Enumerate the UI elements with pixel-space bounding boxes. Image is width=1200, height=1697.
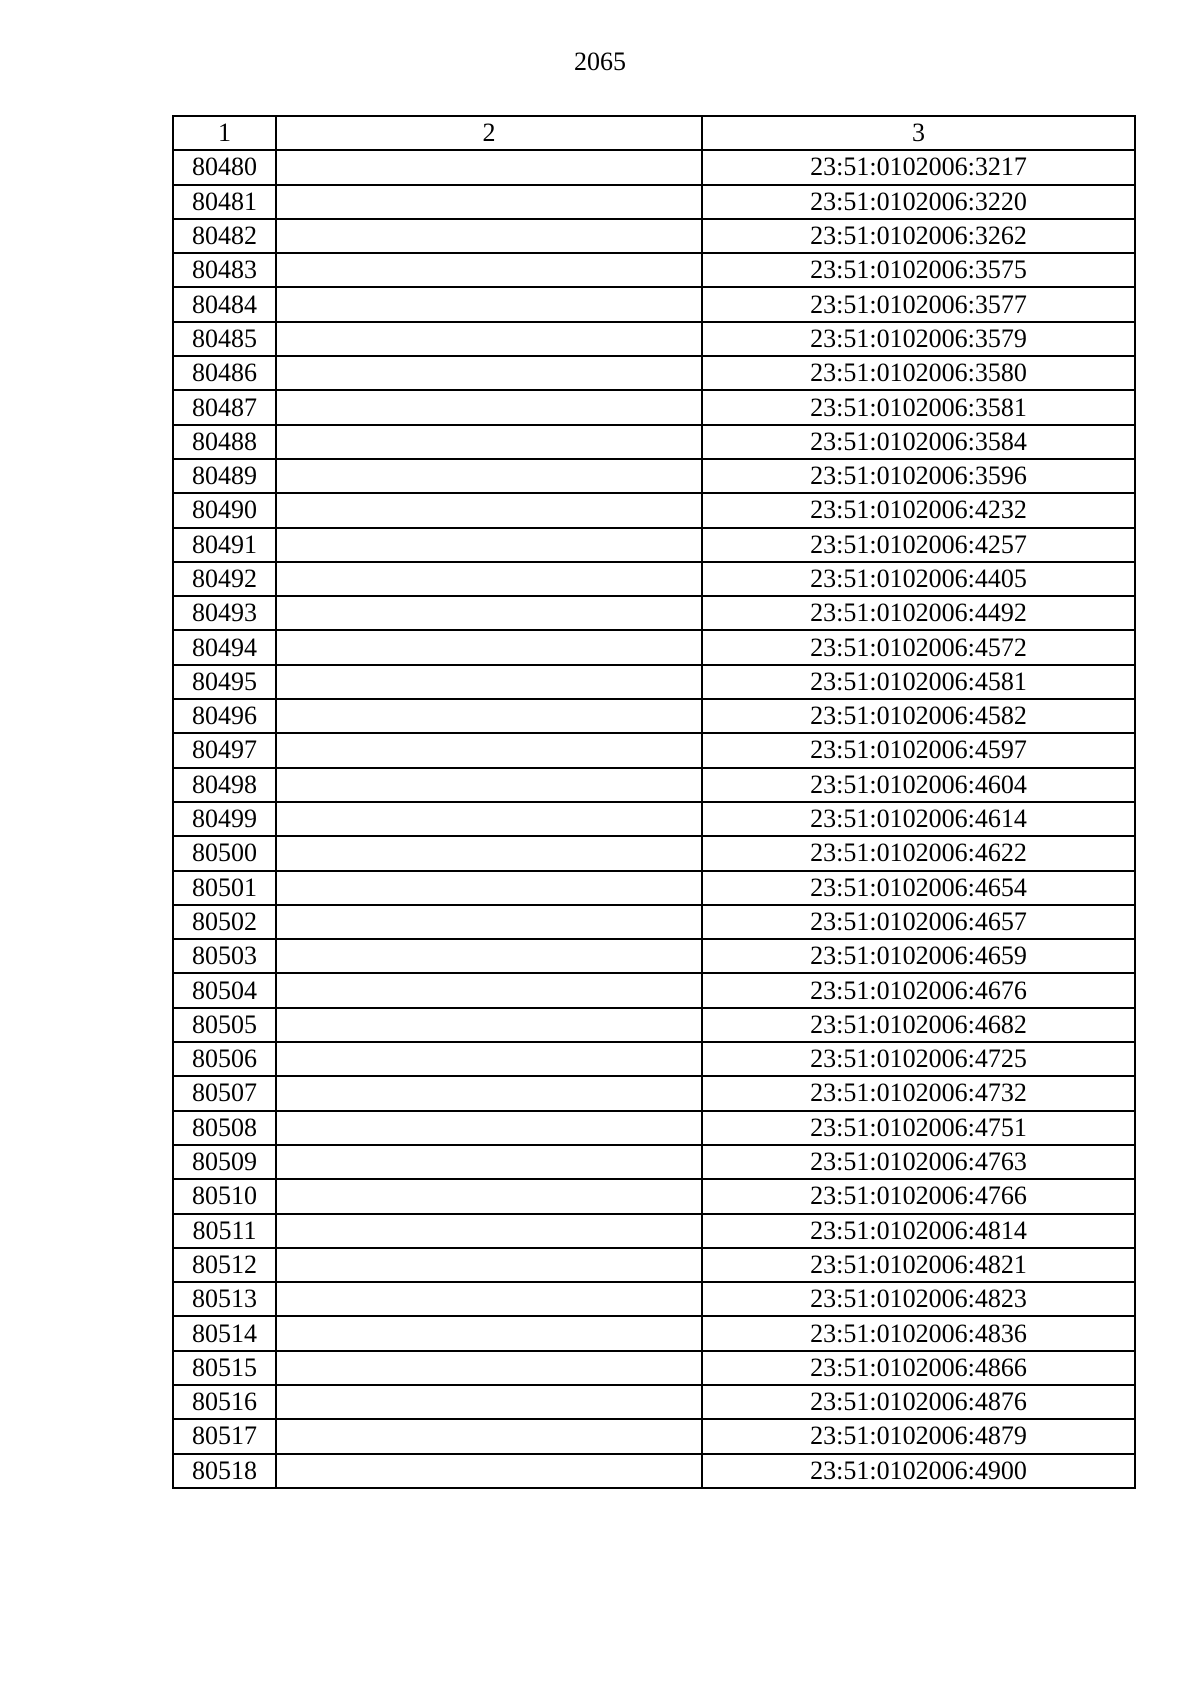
row-number-cell: 80482 <box>173 219 276 253</box>
description-cell <box>276 459 702 493</box>
cadastral-number-cell: 23:51:0102006:4582 <box>702 699 1135 733</box>
table-row <box>173 459 1135 493</box>
cadastral-number-cell: 23:51:0102006:4879 <box>702 1419 1135 1453</box>
cadastral-number-cell: 23:51:0102006:4814 <box>702 1214 1135 1248</box>
row-number-cell: 80485 <box>173 322 276 356</box>
cadastral-number-cell: 23:51:0102006:4766 <box>702 1179 1135 1213</box>
description-cell <box>276 185 702 219</box>
cadastral-number-cell: 23:51:0102006:4604 <box>702 768 1135 802</box>
row-number-cell: 80501 <box>173 871 276 905</box>
description-cell <box>276 1316 702 1350</box>
table-row <box>173 425 1135 459</box>
row-number-cell: 80491 <box>173 528 276 562</box>
table-row <box>173 1385 1135 1419</box>
row-number-cell: 80503 <box>173 939 276 973</box>
table-row <box>173 1248 1135 1282</box>
cadastral-number-cell: 23:51:0102006:3596 <box>702 459 1135 493</box>
description-cell <box>276 665 702 699</box>
table-row <box>173 528 1135 562</box>
cadastral-number-cell: 23:51:0102006:4654 <box>702 871 1135 905</box>
table-row <box>173 1282 1135 1316</box>
header-cell-col-3: 3 <box>702 116 1135 150</box>
row-number-cell: 80516 <box>173 1385 276 1419</box>
table-row <box>173 322 1135 356</box>
description-cell <box>276 871 702 905</box>
description-cell <box>276 1454 702 1488</box>
table-row <box>173 665 1135 699</box>
table-row <box>173 596 1135 630</box>
description-cell <box>276 1179 702 1213</box>
description-cell <box>276 630 702 664</box>
row-number-cell: 80499 <box>173 802 276 836</box>
cadastral-number-cell: 23:51:0102006:4866 <box>702 1351 1135 1385</box>
description-cell <box>276 1076 702 1110</box>
row-number-cell: 80483 <box>173 253 276 287</box>
cadastral-number-cell: 23:51:0102006:3579 <box>702 322 1135 356</box>
description-cell <box>276 219 702 253</box>
description-cell <box>276 1351 702 1385</box>
row-number-cell: 80493 <box>173 596 276 630</box>
description-cell <box>276 905 702 939</box>
table-header-row <box>173 116 1135 150</box>
table-body <box>173 116 1135 1488</box>
table-row <box>173 768 1135 802</box>
table-row <box>173 1179 1135 1213</box>
table-row <box>173 1145 1135 1179</box>
cadastral-number-cell: 23:51:0102006:4823 <box>702 1282 1135 1316</box>
table-row <box>173 287 1135 321</box>
row-number-cell: 80497 <box>173 733 276 767</box>
cadastral-number-cell: 23:51:0102006:4725 <box>702 1042 1135 1076</box>
description-cell <box>276 836 702 870</box>
cadastral-number-cell: 23:51:0102006:3220 <box>702 185 1135 219</box>
table-row <box>173 1454 1135 1488</box>
cadastral-number-cell: 23:51:0102006:3262 <box>702 219 1135 253</box>
row-number-cell: 80508 <box>173 1111 276 1145</box>
description-cell <box>276 1214 702 1248</box>
description-cell <box>276 528 702 562</box>
table-row <box>173 253 1135 287</box>
cadastral-number-cell: 23:51:0102006:3575 <box>702 253 1135 287</box>
row-number-cell: 80517 <box>173 1419 276 1453</box>
table-row <box>173 185 1135 219</box>
row-number-cell: 80494 <box>173 630 276 664</box>
table-row <box>173 1351 1135 1385</box>
description-cell <box>276 150 702 184</box>
row-number-cell: 80502 <box>173 905 276 939</box>
description-cell <box>276 768 702 802</box>
row-number-cell: 80487 <box>173 390 276 424</box>
cadastral-number-cell: 23:51:0102006:3580 <box>702 356 1135 390</box>
description-cell <box>276 356 702 390</box>
cadastral-number-cell: 23:51:0102006:4900 <box>702 1454 1135 1488</box>
cadastral-number-cell: 23:51:0102006:4572 <box>702 630 1135 664</box>
cadastral-number-cell: 23:51:0102006:4751 <box>702 1111 1135 1145</box>
page-number: 2065 <box>574 47 626 76</box>
row-number-cell: 80492 <box>173 562 276 596</box>
table-row <box>173 836 1135 870</box>
row-number-cell: 80514 <box>173 1316 276 1350</box>
row-number-cell: 80513 <box>173 1282 276 1316</box>
cadastral-number-cell: 23:51:0102006:3217 <box>702 150 1135 184</box>
description-cell <box>276 562 702 596</box>
row-number-cell: 80506 <box>173 1042 276 1076</box>
description-cell <box>276 1008 702 1042</box>
row-number-cell: 80488 <box>173 425 276 459</box>
cadastral-number-cell: 23:51:0102006:4659 <box>702 939 1135 973</box>
cadastral-number-cell: 23:51:0102006:4676 <box>702 973 1135 1007</box>
description-cell <box>276 596 702 630</box>
description-cell <box>276 1145 702 1179</box>
cadastral-number-cell: 23:51:0102006:3581 <box>702 390 1135 424</box>
description-cell <box>276 390 702 424</box>
table-row <box>173 356 1135 390</box>
table-row <box>173 973 1135 1007</box>
table-row <box>173 1111 1135 1145</box>
cadastral-number-cell: 23:51:0102006:4876 <box>702 1385 1135 1419</box>
description-cell <box>276 1248 702 1282</box>
cadastral-number-cell: 23:51:0102006:4763 <box>702 1145 1135 1179</box>
table-row <box>173 219 1135 253</box>
cadastral-number-cell: 23:51:0102006:4232 <box>702 493 1135 527</box>
row-number-cell: 80486 <box>173 356 276 390</box>
description-cell <box>276 973 702 1007</box>
data-table <box>172 115 1136 1489</box>
description-cell <box>276 322 702 356</box>
table-row <box>173 802 1135 836</box>
table-row <box>173 905 1135 939</box>
row-number-cell: 80481 <box>173 185 276 219</box>
description-cell <box>276 733 702 767</box>
description-cell <box>276 939 702 973</box>
table-row <box>173 1419 1135 1453</box>
description-cell <box>276 1282 702 1316</box>
description-cell <box>276 1419 702 1453</box>
row-number-cell: 80490 <box>173 493 276 527</box>
description-cell <box>276 1111 702 1145</box>
cadastral-number-cell: 23:51:0102006:4257 <box>702 528 1135 562</box>
header-cell-col-1: 1 <box>173 116 276 150</box>
row-number-cell: 80500 <box>173 836 276 870</box>
row-number-cell: 80509 <box>173 1145 276 1179</box>
row-number-cell: 80498 <box>173 768 276 802</box>
row-number-cell: 80505 <box>173 1008 276 1042</box>
table-row <box>173 699 1135 733</box>
row-number-cell: 80511 <box>173 1214 276 1248</box>
row-number-cell: 80484 <box>173 287 276 321</box>
row-number-cell: 80496 <box>173 699 276 733</box>
table-row <box>173 390 1135 424</box>
cadastral-number-cell: 23:51:0102006:4836 <box>702 1316 1135 1350</box>
description-cell <box>276 287 702 321</box>
description-cell <box>276 1042 702 1076</box>
row-number-cell: 80495 <box>173 665 276 699</box>
cadastral-number-cell: 23:51:0102006:4821 <box>702 1248 1135 1282</box>
row-number-cell: 80510 <box>173 1179 276 1213</box>
row-number-cell: 80512 <box>173 1248 276 1282</box>
cadastral-number-cell: 23:51:0102006:4614 <box>702 802 1135 836</box>
description-cell <box>276 493 702 527</box>
row-number-cell: 80515 <box>173 1351 276 1385</box>
cadastral-number-cell: 23:51:0102006:4581 <box>702 665 1135 699</box>
cadastral-number-cell: 23:51:0102006:4405 <box>702 562 1135 596</box>
table-row <box>173 939 1135 973</box>
row-number-cell: 80489 <box>173 459 276 493</box>
table-row <box>173 871 1135 905</box>
header-cell-col-2: 2 <box>276 116 702 150</box>
cadastral-number-cell: 23:51:0102006:4622 <box>702 836 1135 870</box>
table-row <box>173 493 1135 527</box>
description-cell <box>276 699 702 733</box>
row-number-cell: 80518 <box>173 1454 276 1488</box>
cadastral-number-cell: 23:51:0102006:4657 <box>702 905 1135 939</box>
table-row <box>173 1076 1135 1110</box>
description-cell <box>276 425 702 459</box>
row-number-cell: 80504 <box>173 973 276 1007</box>
table-row <box>173 1008 1135 1042</box>
description-cell <box>276 802 702 836</box>
table-row <box>173 562 1135 596</box>
cadastral-number-cell: 23:51:0102006:4597 <box>702 733 1135 767</box>
description-cell <box>276 1385 702 1419</box>
description-cell <box>276 253 702 287</box>
table-row <box>173 733 1135 767</box>
table-row <box>173 1214 1135 1248</box>
cadastral-number-cell: 23:51:0102006:4682 <box>702 1008 1135 1042</box>
table-row <box>173 150 1135 184</box>
cadastral-number-cell: 23:51:0102006:3577 <box>702 287 1135 321</box>
table-row <box>173 1316 1135 1350</box>
row-number-cell: 80507 <box>173 1076 276 1110</box>
cadastral-number-cell: 23:51:0102006:4732 <box>702 1076 1135 1110</box>
cadastral-number-cell: 23:51:0102006:3584 <box>702 425 1135 459</box>
table-row <box>173 630 1135 664</box>
cadastral-number-cell: 23:51:0102006:4492 <box>702 596 1135 630</box>
row-number-cell: 80480 <box>173 150 276 184</box>
table-row <box>173 1042 1135 1076</box>
